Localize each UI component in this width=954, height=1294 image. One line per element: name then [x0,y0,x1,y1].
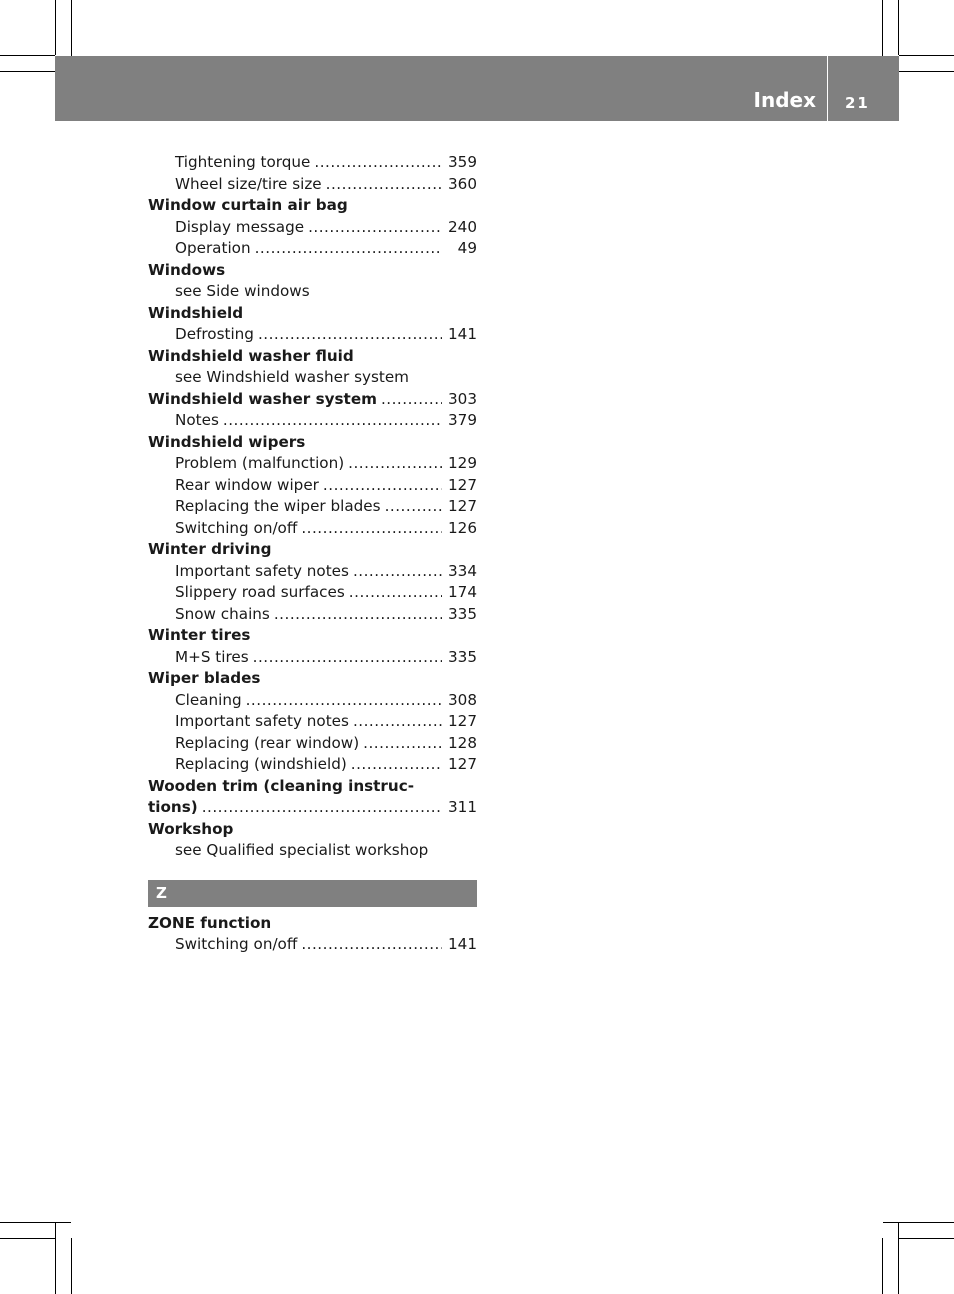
crop-mark [55,1222,56,1294]
entry-label: Cleaning [175,690,242,709]
dot-leader [301,934,442,956]
entry-page: 49 [457,239,477,257]
entry-label: Wheel size/tire size [175,174,322,193]
entry-page: 303 [448,389,477,408]
crop-mark [882,1238,883,1294]
entry-page: 127 [448,475,477,494]
entry-label: Windshield washer fluid [148,346,354,365]
index-subentry [148,711,477,733]
dot-leader [326,174,442,196]
dot-leader [246,690,442,712]
entry-page: 359 [448,153,477,171]
dot-leader [258,324,442,346]
index-subentry [148,367,477,389]
entry-page: 126 [448,518,477,537]
section-letter: Z [156,883,167,902]
entry-label: Tightening torque [175,153,311,171]
index-subentry [148,647,477,669]
entry-label: Notes [175,411,219,429]
index-subentry [148,582,477,604]
crop-mark [899,1238,954,1239]
index-subentry [148,174,477,196]
entry-page: 127 [448,755,477,773]
index-subentry [148,934,477,956]
entry-label: Replacing the wiper blades [175,497,381,515]
entry-label: Slippery road surfaces [175,583,345,601]
dot-leader [349,582,442,604]
index-subentry [148,281,477,303]
dot-leader [202,797,442,819]
entry-page: 141 [448,325,477,343]
page-number: 21 [845,94,870,112]
entry-label: see Windshield washer system [175,368,409,386]
entry-page: 311 [448,798,477,816]
index-entry [148,539,477,561]
section-title: Index [753,88,816,112]
index-column [148,152,477,956]
entry-label: Windshield wipers [148,432,306,451]
entry-label: Windshield [148,303,244,322]
entry-label: Windows [148,260,226,279]
index-entry [148,797,477,819]
index-subentry [148,324,477,346]
entry-label: Problem (malfunction) [175,454,345,472]
entry-page: 128 [448,733,477,752]
section-gap [148,862,477,880]
entry-label: Switching on/off [175,935,298,953]
entry-label: Workshop [148,819,234,838]
index-entry [148,432,477,454]
entry-label: see Side windows [175,282,310,300]
dot-leader [274,604,442,626]
entry-page: 308 [448,690,477,709]
dot-leader [353,561,442,583]
index-subentry [148,453,477,475]
entry-label: Display message [175,217,305,236]
entry-label: Winter driving [148,540,272,558]
dot-leader [348,453,442,475]
index-subentry [148,518,477,540]
index-entry [148,625,477,647]
entry-page: 335 [448,647,477,666]
entry-page: 129 [448,454,477,472]
dot-leader [323,475,442,497]
index-subentry [148,733,477,755]
entry-label: tions) [148,798,198,816]
entry-label: Replacing (rear window) [175,733,360,752]
index-subentry [148,217,477,239]
entry-page: 360 [448,174,477,193]
index-subentry [148,840,477,862]
dot-leader [314,152,442,174]
crop-mark [883,1222,954,1223]
index-subentry [148,475,477,497]
crop-mark [899,55,954,56]
entry-page: 379 [448,411,477,429]
index-entry [148,668,477,690]
index-subentry [148,604,477,626]
crop-mark [0,1222,71,1223]
entry-label: Important safety notes [175,561,349,580]
entry-page: 127 [448,712,477,730]
dot-leader [385,496,442,518]
entry-label: Wooden trim (cleaning instruc- [148,776,415,795]
entry-page: 240 [448,217,477,236]
index-subentry [148,410,477,432]
header-divider [827,56,828,121]
entry-label: Snow chains [175,604,270,623]
dot-leader [223,410,442,432]
entry-label: M+S tires [175,647,249,666]
dot-leader [381,389,442,411]
index-list-w [148,152,477,862]
index-entry [148,346,477,368]
index-subentry [148,238,477,260]
index-subentry [148,754,477,776]
index-entry [148,303,477,325]
crop-mark [898,0,899,55]
entry-label: Wiper blades [148,669,261,687]
dot-leader [308,217,442,239]
entry-label: Switching on/off [175,518,298,537]
entry-page: 335 [448,604,477,623]
entry-label: Important safety notes [175,712,349,730]
index-entry [148,260,477,282]
dot-leader [351,754,442,776]
index-subentry [148,561,477,583]
entry-label: Rear window wiper [175,475,319,494]
index-entry [148,776,477,798]
entry-label: Operation [175,239,251,257]
dot-leader [301,518,442,540]
entry-label: Windshield washer system [148,389,377,408]
index-entry [148,195,477,217]
entry-label: Winter tires [148,626,251,644]
dot-leader [253,647,442,669]
entry-label: Replacing (windshield) [175,755,347,773]
section-letter-bar [148,880,477,907]
dot-leader [353,711,442,733]
crop-mark [0,55,55,56]
entry-page: 141 [448,935,477,953]
index-list-z [148,913,477,956]
index-subentry [148,496,477,518]
crop-mark [71,1238,72,1294]
crop-mark [0,1238,55,1239]
index-subentry [148,690,477,712]
entry-label: ZONE function [148,913,272,932]
entry-page: 174 [448,583,477,601]
crop-mark [898,1222,899,1294]
index-subentry [148,152,477,174]
index-entry [148,819,477,841]
entry-label: Window curtain air bag [148,196,348,214]
index-entry [148,913,477,935]
entry-page: 127 [448,497,477,515]
entry-label: Defrosting [175,325,254,343]
crop-mark [55,0,56,55]
dot-leader [255,238,442,260]
index-entry [148,389,477,411]
entry-label: see Qualified specialist workshop [175,841,429,859]
dot-leader [363,733,442,755]
entry-page: 334 [448,561,477,580]
